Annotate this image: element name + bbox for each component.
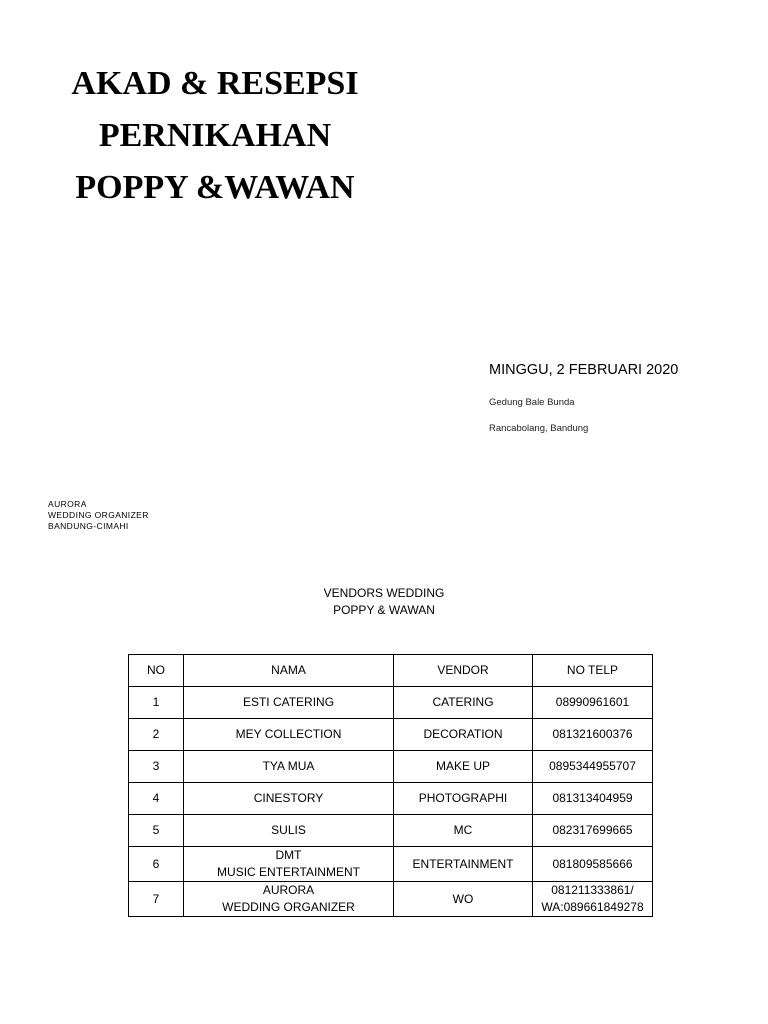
- vendors-heading-line-1: VENDORS WEDDING: [323, 586, 445, 600]
- cell-nama: [184, 783, 394, 815]
- table-row: [129, 687, 653, 719]
- cell-telp: [533, 687, 653, 719]
- cell-no: 7: [129, 882, 184, 917]
- cell-nama-line: SULIS: [271, 823, 306, 837]
- cell-vendor: CATERING: [394, 687, 533, 719]
- cell-nama: [184, 687, 394, 719]
- cell-nama-line: AURORA: [262, 883, 315, 897]
- event-date: MINGGU, 2 FEBRUARI 2020: [489, 362, 679, 378]
- document-title: [50, 58, 380, 214]
- venue-address: Rancabolang, Bandung: [489, 423, 589, 434]
- cell-nama-line: WEDDING ORGANIZER: [222, 900, 355, 914]
- cell-telp-line: 081809585666: [552, 856, 633, 871]
- cell-nama-line: CINESTORY: [253, 791, 324, 805]
- cell-telp: [533, 751, 653, 783]
- title-line-3: POPPY &WAWAN: [75, 169, 355, 206]
- cell-telp-line: 081211333861/: [551, 883, 634, 897]
- cell-nama: [184, 882, 394, 917]
- cell-vendor: MAKE UP: [394, 751, 533, 783]
- cell-no: 1: [129, 687, 184, 719]
- cell-nama-line: MUSIC ENTERTAINMENT: [217, 865, 360, 879]
- cell-telp-line: 0895344955707: [549, 759, 636, 773]
- table-row: [129, 882, 653, 917]
- venue-name: Gedung Bale Bunda: [489, 397, 575, 408]
- cell-nama: [184, 815, 394, 847]
- table-row: [129, 783, 653, 815]
- column-header-nama: NAMA: [184, 655, 394, 687]
- organizer-line-3: BANDUNG-CIMAHI: [48, 521, 129, 531]
- vendors-heading: [184, 585, 584, 619]
- table-header-row: [129, 655, 653, 687]
- table-row: [129, 815, 653, 847]
- cell-telp-line: 082317699665: [552, 823, 633, 837]
- vendors-heading-line-2: POPPY & WAWAN: [333, 603, 435, 617]
- cell-no: 3: [129, 751, 184, 783]
- cell-telp-line: WA:089661849278: [541, 900, 644, 914]
- cell-telp: [533, 815, 653, 847]
- cell-nama: [184, 751, 394, 783]
- cell-telp-line: 081321600376: [552, 727, 633, 741]
- cell-vendor: PHOTOGRAPHI: [394, 783, 533, 815]
- cell-vendor: ENTERTAINMENT: [394, 847, 533, 882]
- cell-telp: [533, 719, 653, 751]
- column-header-vendor: VENDOR: [394, 655, 533, 687]
- cell-no: 6: [129, 847, 184, 882]
- organizer-line-1: AURORA: [48, 499, 87, 509]
- table-row: [129, 847, 653, 882]
- cell-nama: [184, 719, 394, 751]
- cell-nama-line: DMT: [275, 848, 302, 862]
- title-line-2: PERNIKAHAN: [98, 117, 332, 154]
- column-header-no: NO: [129, 655, 184, 687]
- title-line-1: AKAD & RESEPSI: [71, 65, 359, 102]
- cell-no: 2: [129, 719, 184, 751]
- table-row: [129, 719, 653, 751]
- organizer-line-2: WEDDING ORGANIZER: [48, 510, 149, 520]
- cell-no: 5: [129, 815, 184, 847]
- cell-telp: [533, 882, 653, 917]
- cell-nama-line: TYA MUA: [262, 759, 315, 773]
- cell-nama: [184, 847, 394, 882]
- cell-vendor: MC: [394, 815, 533, 847]
- column-header-telp: NO TELP: [533, 655, 653, 687]
- cell-telp: [533, 847, 653, 882]
- organizer-block: [48, 499, 149, 532]
- cell-telp-line: 081313404959: [552, 791, 633, 805]
- cell-vendor: DECORATION: [394, 719, 533, 751]
- cell-telp: [533, 783, 653, 815]
- cell-telp-line: 08990961601: [555, 695, 630, 709]
- cell-vendor: WO: [394, 882, 533, 917]
- table-row: [129, 751, 653, 783]
- vendors-table: [128, 654, 653, 917]
- cell-nama-line: ESTI CATERING: [242, 695, 335, 709]
- cell-nama-line: MEY COLLECTION: [235, 727, 342, 741]
- cell-no: 4: [129, 783, 184, 815]
